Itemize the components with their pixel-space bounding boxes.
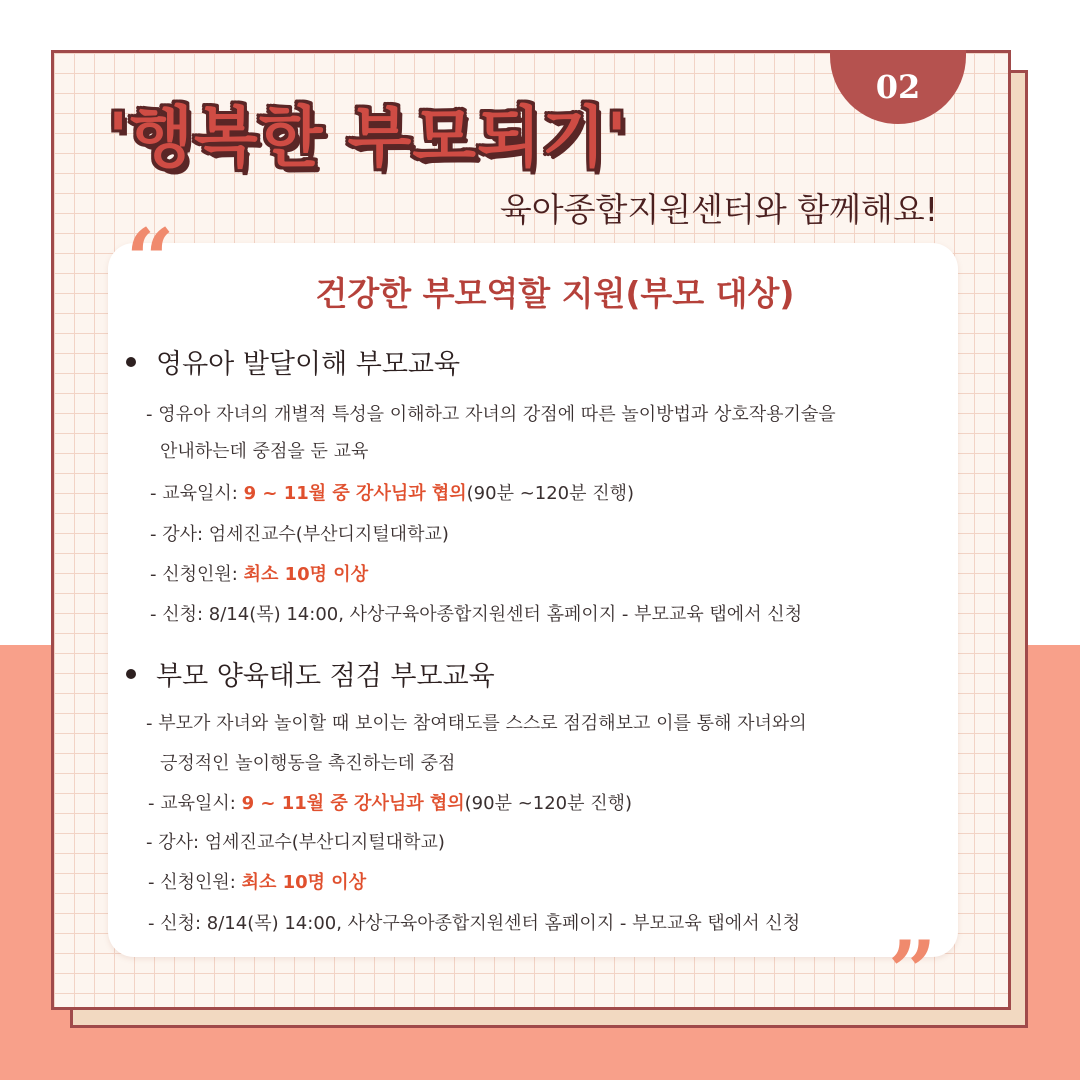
schedule-line: [148, 789, 632, 815]
capacity-line: [150, 560, 368, 586]
section-heading-text: 부모 양육태도 점검 부모교육: [156, 661, 495, 692]
bullet-icon: [126, 669, 136, 679]
schedule-note: (90분 ~120분 진행): [466, 483, 635, 504]
capacity-label: - 신청인원:: [150, 564, 244, 585]
apply-line: - 신청: 8/14(목) 14:00, 사상구육아종합지원센터 홈페이지 - 부모교육 탭에서 신청: [150, 604, 803, 625]
schedule-line: [150, 479, 634, 505]
capacity-line: [148, 868, 366, 894]
capacity-highlight: 최소 10명 이상: [241, 872, 367, 893]
close-quote-icon: ”: [888, 922, 937, 1021]
main-title: '행복한 부모되기': [108, 99, 628, 176]
schedule-highlight: 9 ~ 11월 중 강사님과 협의: [243, 483, 467, 504]
section-desc-line: - 영유아 자녀의 개별적 특성을 이해하고 자녀의 강점에 따른 놀이방법과 상호작용기술을: [146, 404, 836, 425]
lecturer-line: - 강사: 엄세진교수(부산디지털대학교): [150, 524, 449, 545]
subtitle: 육아종합지원센터와 함께해요!: [499, 190, 938, 229]
lecturer-line: - 강사: 엄세진교수(부산디지털대학교): [146, 832, 445, 853]
open-quote-icon: “: [126, 210, 175, 309]
schedule-label: - 교육일시:: [150, 483, 244, 504]
section-heading-development: [126, 342, 460, 381]
page-number-badge: 02: [830, 50, 966, 124]
capacity-label: - 신청인원:: [148, 872, 242, 893]
schedule-highlight: 9 ~ 11월 중 강사님과 협의: [241, 793, 465, 814]
section-desc-line: 안내하는데 중점을 둔 교육: [160, 441, 369, 462]
capacity-highlight: 최소 10명 이상: [243, 564, 369, 585]
section-heading-text: 영유아 발달이해 부모교육: [156, 349, 461, 380]
panel-title: 건강한 부모역할 지원(부모 대상): [315, 274, 795, 313]
apply-line: - 신청: 8/14(목) 14:00, 사상구육아종합지원센터 홈페이지 - 부모교육 탭에서 신청: [148, 913, 801, 934]
schedule-label: - 교육일시:: [148, 793, 242, 814]
section-heading-parenting-attitude: [126, 654, 495, 693]
schedule-note: (90분 ~120분 진행): [464, 793, 633, 814]
section-desc-line: 긍정적인 놀이행동을 촉진하는데 중점: [160, 753, 456, 774]
bullet-icon: [126, 357, 136, 367]
section-desc-line: - 부모가 자녀와 놀이할 때 보이는 참여태도를 스스로 점검해보고 이를 통해 자녀와의: [146, 713, 807, 734]
